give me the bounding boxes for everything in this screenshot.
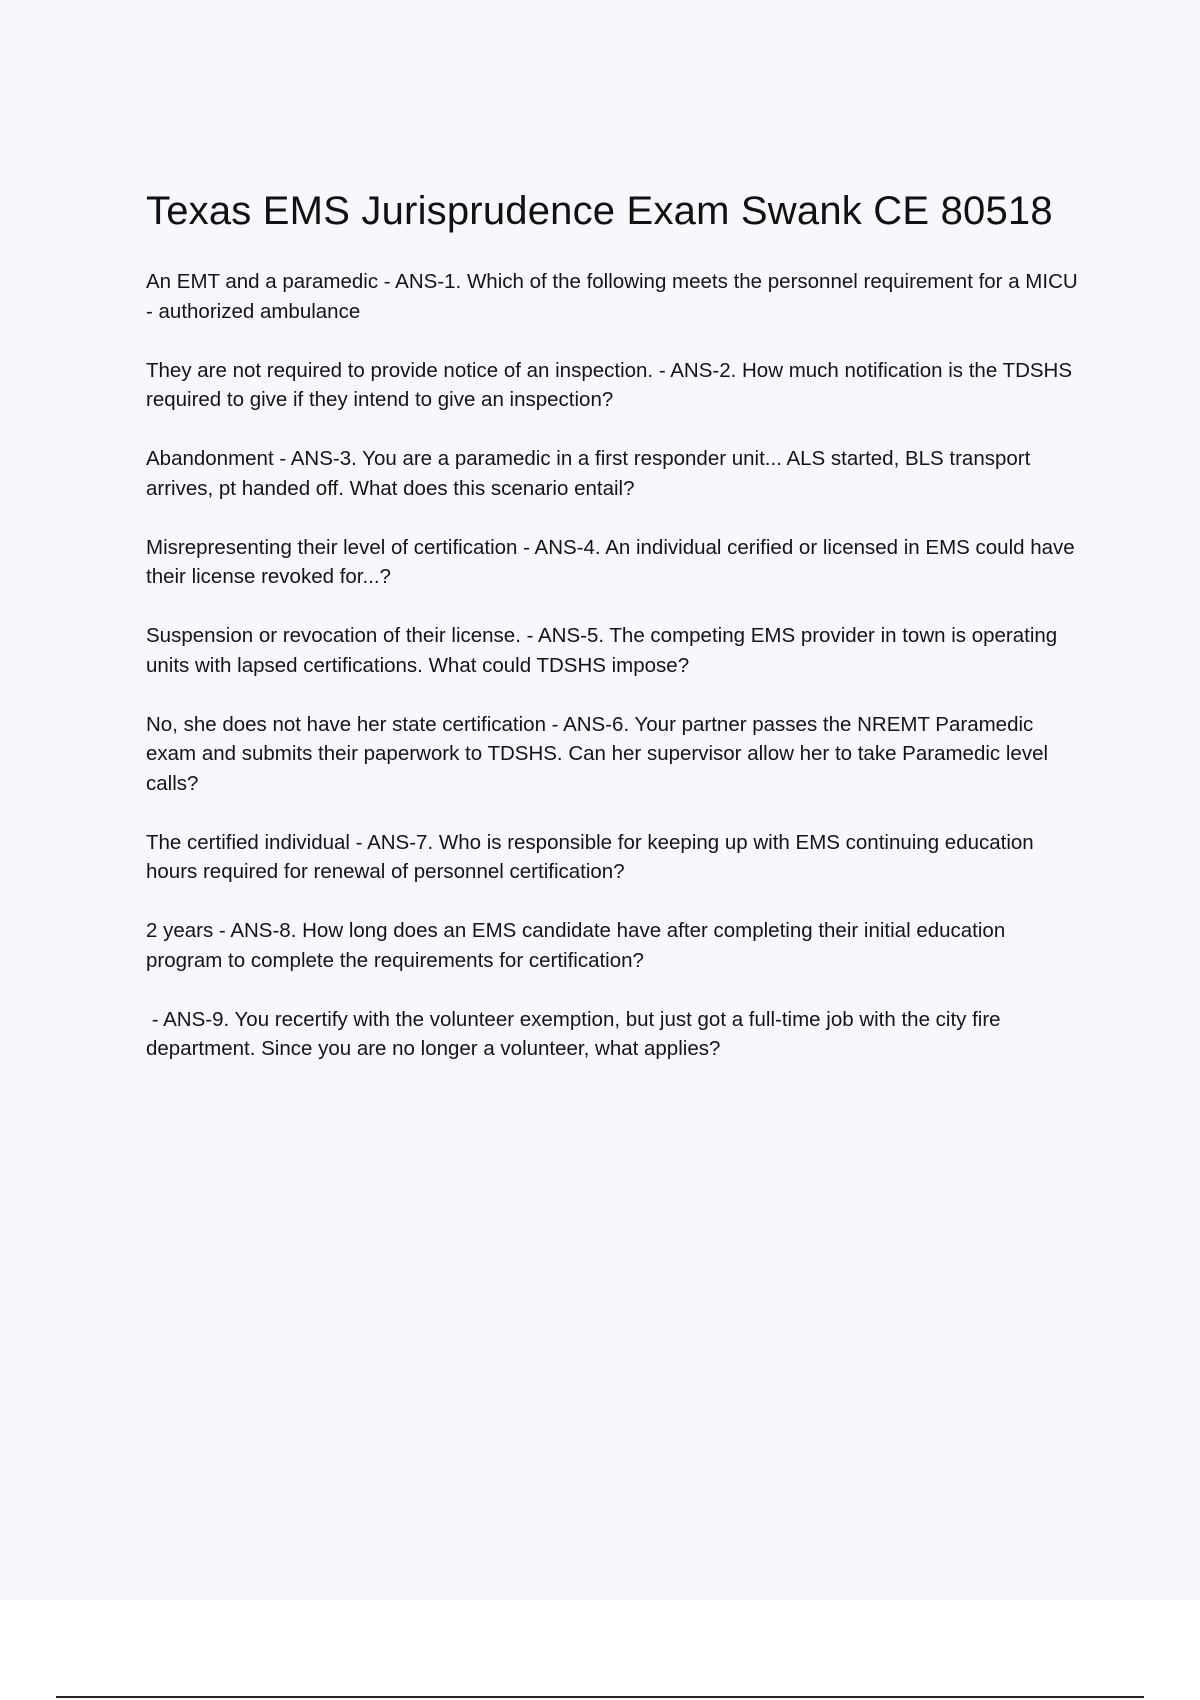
- answer-separator: -: [520, 624, 538, 647]
- answer-separator: -: [545, 712, 564, 736]
- answer-text: Misrepresenting their level of certification: [146, 535, 518, 559]
- qa-item: [146, 267, 1086, 326]
- qa-list: [146, 267, 1086, 1064]
- question-text: You are a paramedic in a first responder unit... ALS started, BLS transport arrives, pt handed off. What does this scenario entail?: [146, 447, 1031, 500]
- answer-label: ANS-3.: [290, 447, 357, 470]
- document-content: [146, 185, 1086, 1093]
- answer-label: ANS-4.: [534, 535, 601, 559]
- qa-item: [146, 533, 1086, 592]
- answer-text: Abandonment: [146, 447, 274, 470]
- question-text: Your partner passes the NREMT Paramedic exam and submits their paperwork to TDSHS. Can her supervisor allow her to take Paramedic level calls?: [146, 712, 1049, 795]
- question-text: An individual cerified or licensed in EMS could have their license revoked for...?: [146, 535, 1075, 588]
- qa-item: [146, 444, 1086, 503]
- qa-item: [146, 710, 1086, 799]
- question-text: Who is responsible for keeping up with EMS continuing education hours required for renewal of personnel certification?: [146, 830, 1034, 883]
- qa-item: [146, 621, 1086, 680]
- answer-text: 2 years: [146, 919, 214, 942]
- answer-label: ANS-2.: [670, 358, 737, 382]
- question-text: The competing EMS provider in town is operating units with lapsed certifications. What could TDSHS impose?: [146, 624, 1058, 677]
- answer-text: The certified individual: [146, 830, 350, 854]
- answer-label: ANS-5.: [538, 624, 605, 647]
- answer-text: An EMT and a paramedic: [146, 270, 379, 293]
- answer-label: ANS-1.: [395, 270, 462, 293]
- answer-separator: -: [273, 447, 291, 470]
- qa-item: [146, 916, 1086, 975]
- qa-item: [146, 356, 1086, 415]
- question-text: How long does an EMS candidate have after completing their initial education program to complete the requirements for certification?: [146, 919, 1006, 972]
- answer-separator: -: [517, 535, 535, 559]
- question-text: How much notification is the TDSHS required to give if they intend to give an inspection?: [146, 358, 1073, 411]
- question-text: Which of the following meets the personnel requirement for a MICU - authorized ambulance: [146, 270, 1078, 323]
- answer-separator: -: [146, 1007, 164, 1031]
- answer-label: ANS-9.: [163, 1007, 230, 1031]
- answer-separator: -: [213, 919, 231, 942]
- answer-separator: -: [653, 358, 671, 382]
- qa-item: [146, 1005, 1086, 1064]
- qa-item: [146, 828, 1086, 887]
- answer-label: ANS-6.: [563, 712, 630, 736]
- answer-text: They are not required to provide notice of an inspection.: [146, 358, 654, 382]
- footer-divider: [56, 1696, 1144, 1698]
- document-title: Texas EMS Jurisprudence Exam Swank CE 80518: [146, 189, 1053, 233]
- answer-text: Suspension or revocation of their license.: [146, 624, 521, 647]
- question-text: You recertify with the volunteer exemption, but just got a full-time job with the city fire department. Since you are no longer a volunteer, what applies?: [146, 1007, 1001, 1060]
- answer-separator: -: [378, 270, 396, 293]
- answer-text: No, she does not have her state certification: [146, 712, 546, 736]
- answer-label: ANS-7.: [367, 830, 434, 854]
- answer-separator: -: [349, 830, 368, 854]
- answer-label: ANS-8.: [230, 919, 297, 942]
